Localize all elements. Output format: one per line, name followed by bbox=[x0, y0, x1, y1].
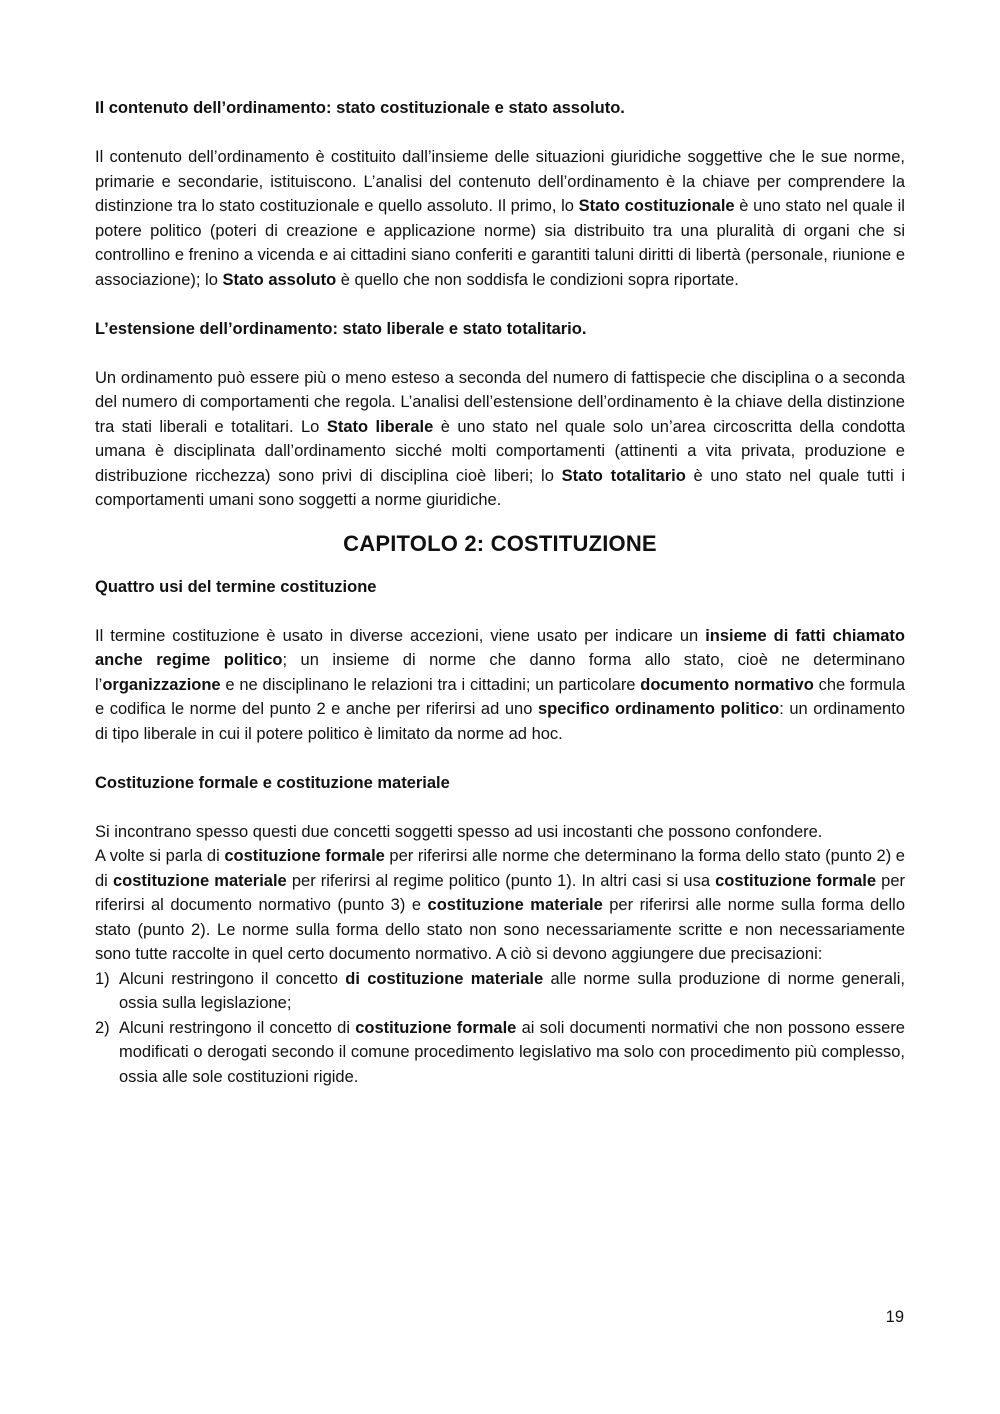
term-specifico-ordinamento: specifico ordinamento politico bbox=[537, 700, 780, 718]
term-di-costituzione-materiale: di costituzione materiale bbox=[345, 969, 544, 988]
paragraph-quattro-usi: Il termine costituzione è usato in diverse accezioni, viene usato per indicare un insieme di fatti chiamato anche regime politico; un insieme di norme che danno forma allo stato, cioè ne determinano l’organizzazione e ne disciplinano le relazioni tra i cittadini; un particolare documento normativo che formula e codifica le norme del punto 2 e anche per riferirsi ad uno specifico ordinamento politico: un ordinamento di tipo liberale in cui il potere politico è limitato da norme ad hoc. bbox=[95, 626, 906, 743]
paragraph-estensione: Un ordinamento può essere più o meno esteso a seconda del numero di fattispecie che disciplina o a seconda del numero di comportamenti che regola. L’analisi dell’estensione dell’ordinamento è la chiave della distinzione tra stati liberali e totalitari. Lo Stato liberale è uno stato nel quale solo un’area circoscritta della condotta umana è disciplinata dall’ordinamento sicché molti comportamenti (attinenti a vita privata, produzione e distribuzione ricchezza) sono privi di disciplina cioè liberi; lo Stato totalitario è uno stato nel quale tutti i comportamenti umani sono soggetti a norme giuridiche. bbox=[95, 368, 905, 509]
term-stato-assoluto: Stato assoluto bbox=[222, 270, 337, 289]
term-costituzione-formale: costituzione formale bbox=[355, 1018, 517, 1037]
term-costituzione-materiale: costituzione materiale bbox=[427, 896, 603, 914]
list-number: 1) bbox=[95, 969, 110, 988]
list-item: 1) Alcuni restringono il concetto di costituzione materiale alle norme sulla produzione di norme generali, ossia sulla legislazione; bbox=[95, 967, 905, 1016]
list-number: 2) bbox=[95, 1018, 110, 1037]
page-number: 19 bbox=[885, 1308, 904, 1326]
paragraph-contenuto: Il contenuto dell’ordinamento è costituito dall’insieme delle situazioni giuridiche soggettive che le sue norme, primarie e secondarie, istituiscono. L’analisi del contenuto dell’ordinamento è la chiave per comprendere la distinzione tra lo stato costituzionale e quello assoluto. Il primo, lo Stato costituzionale è uno stato nel quale il potere politico (poteri di creazione e applicazione norme) sia distribuito tra una pluralità di organi che si controllino e frenino a vicenda e ai cittadini siano conferiti e garantiti taluni diritti di libertà (personale, riunione e associazione); lo Stato assoluto è quello che non soddisfa le condizioni sopra riportate. bbox=[95, 148, 905, 289]
term-costituzione-formale: costituzione formale bbox=[224, 847, 385, 865]
section-heading-formale-materiale: Costituzione formale e costituzione materiale bbox=[95, 773, 450, 792]
term-stato-liberale: Stato liberale bbox=[326, 417, 434, 436]
section-heading-quattro-usi: Quattro usi del termine costituzione bbox=[95, 577, 377, 596]
section-heading-contenuto: Il contenuto dell’ordinamento: stato costituzionale e stato assoluto. bbox=[95, 99, 625, 117]
section-heading-estensione: L’estensione dell’ordinamento: stato liberale e stato totalitario. bbox=[95, 319, 587, 338]
chapter-title: CAPITOLO 2: COSTITUZIONE bbox=[343, 530, 657, 556]
list-item: 2) Alcuni restringono il concetto di costituzione formale ai soli documenti normativi che non possono essere modificati o derogati secondo il comune procedimento legislativo ma solo con procedimento più complesso, ossia alle sole costituzioni rigide. bbox=[95, 1016, 905, 1090]
term-costituzione-materiale: costituzione materiale bbox=[112, 871, 287, 890]
term-stato-totalitario: Stato totalitario bbox=[561, 466, 686, 485]
paragraph-formale-materiale: A volte si parla di costituzione formale per riferirsi alle norme che determinano la forma dello stato (punto 2) e di costituzione materiale per riferirsi al regime politico (punto 1). In altri casi si usa costituzione formale per riferirsi al documento normativo (punto 3) e costituzione materiale per riferirsi alle norme sulla forma dello stato (punto 2). Le norme sulla forma dello stato non sono necessariamente scritte e non necessariamente sono tutte raccolte in quel certo documento normativo. A ciò si devono aggiungere due precisazioni: bbox=[95, 847, 905, 963]
term-documento-normativo: documento normativo bbox=[640, 675, 814, 694]
term-stato-costituzionale: Stato costituzionale bbox=[578, 197, 735, 215]
paragraph-intro: Si incontrano spesso questi due concetti soggetti spesso ad usi incostanti che possono confondere. bbox=[95, 822, 823, 841]
precisazioni-list bbox=[95, 967, 905, 1090]
document-page bbox=[95, 96, 905, 1089]
term-organizzazione: organizzazione bbox=[102, 675, 221, 694]
term-insieme-di-fatti: insieme di fatti chiamato anche regime politico bbox=[95, 626, 906, 669]
term-costituzione-formale: costituzione formale bbox=[715, 871, 877, 890]
